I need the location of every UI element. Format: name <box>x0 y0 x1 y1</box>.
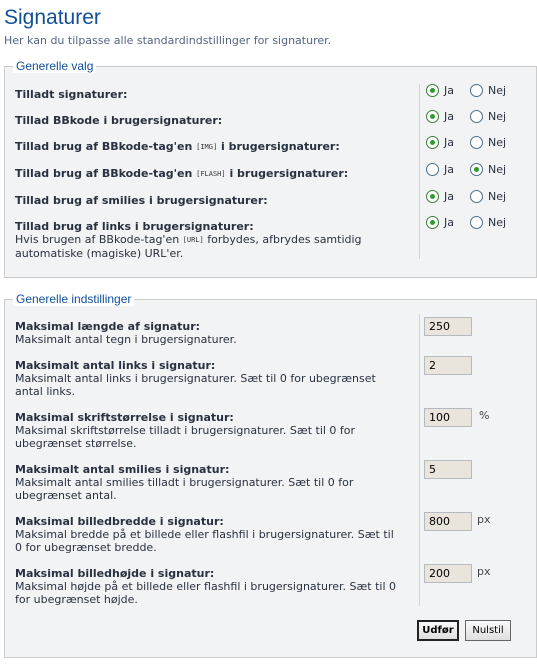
radio-label: Nej <box>488 84 507 97</box>
radio-button-icon[interactable] <box>470 110 483 123</box>
max-font-size-input[interactable]: 100 <box>424 408 472 427</box>
radio-label: Ja <box>444 136 454 149</box>
page-title: Signaturer <box>4 6 101 29</box>
radio-button-icon[interactable] <box>470 190 483 203</box>
radio-yes-allow-signatures[interactable] <box>426 84 454 97</box>
setting-label: Maksimalt antal links i signatur: <box>15 359 216 372</box>
setting-explain: Maksimalt antal smilies tilladt i brugersignaturer. Sæt til 0 for ubegrænset antal. <box>15 476 354 502</box>
submit-button[interactable]: Udfør <box>417 620 459 641</box>
radio-label: Ja <box>444 190 454 203</box>
setting-label: Maksimal billedhøjde i signatur: <box>15 567 215 580</box>
radio-button-icon[interactable] <box>426 136 439 149</box>
radio-label: Ja <box>444 163 454 176</box>
general-settings-panel <box>4 292 537 658</box>
radio-no-allow-bbcode[interactable] <box>470 110 506 123</box>
setting-explain: Maksimal bredde på et billede eller flashfil i brugersignaturer. Sæt til 0 for ubegrænset bredde. <box>15 528 394 554</box>
option-row-allow-signatures <box>15 88 536 101</box>
general-settings-legend: Generelle indstillinger <box>13 292 134 306</box>
option-label: Tillad brug af smilies i brugersignaturer: <box>15 194 268 207</box>
setting-explain: Maksimalt antal tegn i brugersignaturer. <box>15 333 237 346</box>
bbcode-tag: [URL] <box>182 236 204 244</box>
radio-no-allow-smilies[interactable] <box>470 190 506 203</box>
radio-no-allow-img[interactable] <box>470 136 506 149</box>
radio-no-allow-flash[interactable] <box>470 163 506 176</box>
column-divider <box>419 314 420 606</box>
unit-label: px <box>477 565 491 578</box>
option-row-allow-img <box>15 140 536 154</box>
radio-button-icon[interactable] <box>470 84 483 97</box>
page-description: Her kan du tilpasse alle standardindstillinger for signaturer. <box>4 34 332 47</box>
radio-label: Ja <box>444 84 454 97</box>
unit-label: % <box>479 409 490 422</box>
radio-label: Nej <box>488 136 507 149</box>
radio-label: Nej <box>488 190 507 203</box>
max-image-height-input[interactable]: 200 <box>424 564 472 583</box>
max-links-input[interactable]: 2 <box>424 356 472 375</box>
radio-yes-allow-smilies[interactable] <box>426 190 454 203</box>
radio-button-icon[interactable] <box>426 190 439 203</box>
option-row-allow-links <box>15 220 536 260</box>
option-label: Tillad brug af links i brugersignaturer: <box>15 220 254 233</box>
max-image-width-input[interactable]: 800 <box>424 512 472 531</box>
option-row-allow-smilies <box>15 194 536 207</box>
radio-label: Ja <box>444 110 454 123</box>
bbcode-tag: [IMG] <box>196 143 218 151</box>
reset-button[interactable]: Nulstil <box>465 620 511 641</box>
setting-label: Maksimalt antal smilies i signatur: <box>15 463 230 476</box>
radio-button-icon[interactable] <box>426 163 439 176</box>
option-label: Tillad brug af BBkode-tag'en [FLASH] i brugersignaturer: <box>15 167 349 180</box>
setting-label: Maksimal længde af signatur: <box>15 320 201 333</box>
radio-label: Ja <box>444 216 454 229</box>
radio-button-icon[interactable] <box>470 136 483 149</box>
setting-explain: Maksimal højde på et billede eller flashfil i brugersignaturer. Sæt til 0 for ubegrænset højde. <box>15 580 397 606</box>
radio-label: Nej <box>488 163 507 176</box>
option-label: Tillad brug af BBkode-tag'en [IMG] i brugersignaturer: <box>15 140 340 153</box>
radio-button-icon[interactable] <box>470 216 483 229</box>
option-label: Tilladt signaturer: <box>15 88 128 101</box>
radio-button-icon[interactable] <box>426 84 439 97</box>
max-smilies-input[interactable]: 5 <box>424 460 472 479</box>
setting-label: Maksimal billedbredde i signatur: <box>15 515 224 528</box>
setting-explain: Maksimal skriftstørrelse tilladt i brugersignaturer. Sæt til 0 for ubegrænset størrelse. <box>15 424 356 450</box>
radio-yes-allow-flash[interactable] <box>426 163 454 176</box>
option-label: Tillad BBkode i brugersignaturer: <box>15 114 223 127</box>
setting-explain: Maksimalt antal links i brugersignaturer. Sæt til 0 for ubegrænset antal links. <box>15 372 376 398</box>
setting-label: Maksimal skriftstørrelse i signatur: <box>15 411 234 424</box>
radio-no-allow-signatures[interactable] <box>470 84 506 97</box>
radio-yes-allow-links[interactable] <box>426 216 454 229</box>
option-row-allow-bbcode <box>15 114 536 127</box>
radio-label: Nej <box>488 110 507 123</box>
radio-button-icon[interactable] <box>470 163 483 176</box>
column-divider <box>419 84 420 259</box>
radio-label: Nej <box>488 216 507 229</box>
radio-button-icon[interactable] <box>426 216 439 229</box>
radio-yes-allow-bbcode[interactable] <box>426 110 454 123</box>
option-row-allow-flash <box>15 167 536 181</box>
max-signature-length-input[interactable]: 250 <box>424 317 472 336</box>
bbcode-tag: [FLASH] <box>196 170 226 178</box>
general-options-panel <box>4 59 537 278</box>
radio-yes-allow-img[interactable] <box>426 136 454 149</box>
radio-no-allow-links[interactable] <box>470 216 506 229</box>
general-options-legend: Generelle valg <box>13 59 96 73</box>
option-explain: Hvis brugen af BBkode-tag'en [URL] forbydes, afbrydes samtidig automatiske (magiske) URL'er. <box>15 233 362 260</box>
radio-button-icon[interactable] <box>426 110 439 123</box>
unit-label: px <box>477 513 491 526</box>
